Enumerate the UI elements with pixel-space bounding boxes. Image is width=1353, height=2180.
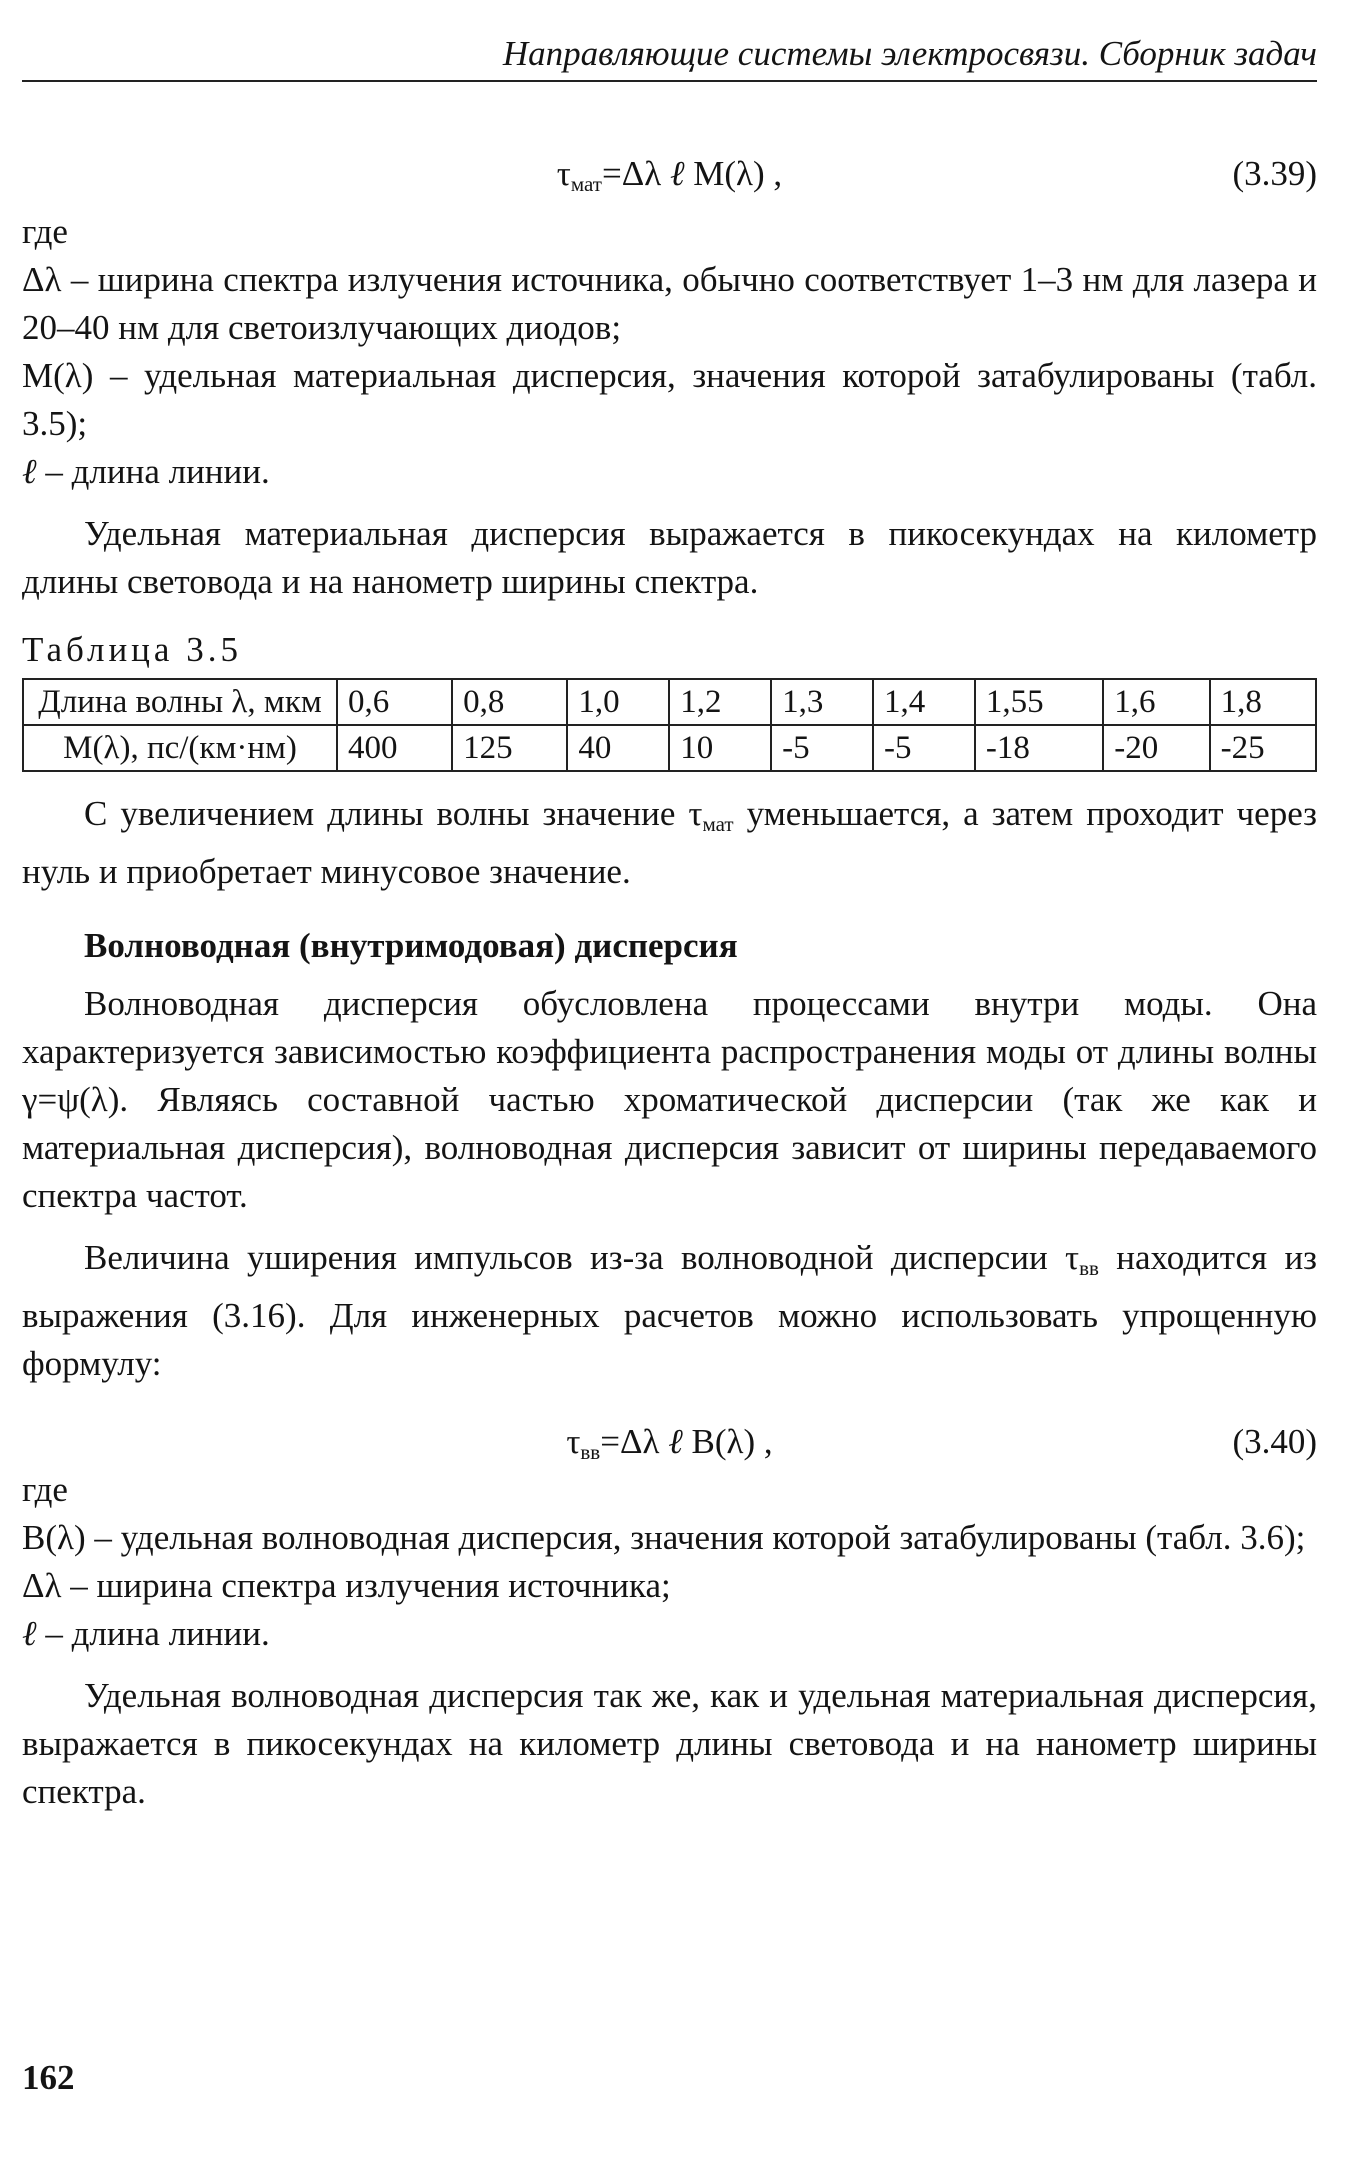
book-page <box>22 0 1317 2180</box>
equation-formula <box>22 1418 1317 1476</box>
equation-formula <box>22 150 1317 208</box>
equation-rhs-start: =Δλ <box>601 154 670 193</box>
table-cell: -5 <box>771 725 873 771</box>
table-row-header: Длина волны λ, мкм <box>23 679 337 725</box>
table-cell: 1,8 <box>1210 679 1316 725</box>
dispersion-table <box>22 678 1317 772</box>
equation-rhs-end: M(λ) , <box>684 154 783 193</box>
table-cell: 1,55 <box>975 679 1103 725</box>
paragraph-text-end: уменьшается, а затем проходит через нуль и приобретает минусовое значение. <box>22 794 1317 891</box>
table-cell: 125 <box>452 725 567 771</box>
paragraph-waveguide-dispersion-units: Удельная волноводная дисперсия так же, как и удельная материальная дисперсия, выражается в пикосекундах на километр длины световода и на нанометр ширины спектра. <box>22 1676 1317 1811</box>
equation-rhs-end: B(λ) , <box>682 1422 773 1461</box>
tau-symbol: τ <box>556 154 571 193</box>
tau-subscript: мат <box>702 812 734 836</box>
paragraph-pulse-broadening <box>22 1234 1317 1388</box>
paragraph-text-start: С увеличением длины волны значение <box>84 794 689 833</box>
definition-m-lambda: M(λ) – удельная материальная дисперсия, значения которой затабулированы (табл. 3.5); <box>22 356 1317 443</box>
equation-number: (3.39) <box>1232 154 1317 193</box>
tau-subscript: мат <box>570 172 602 196</box>
paragraph-text-end: находится из выражения (3.16). Для инженерных расчетов можно использовать упрощенную формулу: <box>22 1238 1318 1383</box>
table-cell: -5 <box>873 725 975 771</box>
table-cell: 40 <box>567 725 669 771</box>
table-cell: 1,3 <box>771 679 873 725</box>
tau-subscript: вв <box>1079 1256 1099 1280</box>
table-cell: 1,2 <box>669 679 771 725</box>
section-heading: Волноводная (внутримодовая) дисперсия <box>84 926 738 965</box>
equation-number: (3.40) <box>1232 1422 1317 1461</box>
table-cell: 1,4 <box>873 679 975 725</box>
tau-subscript: вв <box>580 1440 601 1464</box>
table-cell: 1,6 <box>1103 679 1209 725</box>
table-cell: 0,8 <box>452 679 567 725</box>
table-row-m-lambda <box>23 725 1316 771</box>
where-label: где <box>22 212 68 251</box>
table-row-wavelength <box>23 679 1316 725</box>
page-number: 162 <box>22 2058 75 2097</box>
equation-3-39 <box>22 150 1317 198</box>
tau-symbol: τ <box>688 794 703 833</box>
paragraph-tau-mat-behaviour <box>22 790 1317 896</box>
equation-3-40 <box>22 1418 1317 1466</box>
paragraph-text-start: Величина уширения импульсов из-за волноводной дисперсии <box>84 1238 1066 1277</box>
definition-text: – длина линии. <box>36 452 270 491</box>
table-cell: 400 <box>337 725 452 771</box>
definition-b-lambda: B(λ) – удельная волноводная дисперсия, значения которой затабулированы (табл. 3.6); <box>22 1518 1306 1557</box>
table-cell: 0,6 <box>337 679 452 725</box>
table-cell: 10 <box>669 725 771 771</box>
page-body <box>22 150 1317 1816</box>
header-rule <box>22 80 1317 82</box>
ell-symbol: ℓ <box>668 1422 683 1461</box>
definition-delta-lambda: Δλ – ширина спектра излучения источника; <box>22 1566 671 1605</box>
tau-symbol: τ <box>1065 1238 1080 1277</box>
equation-rhs-start: =Δλ <box>600 1422 669 1461</box>
ell-symbol: ℓ <box>22 452 37 491</box>
ell-symbol: ℓ <box>669 154 685 193</box>
table-caption: Таблица 3.5 <box>22 630 242 669</box>
running-header: Направляющие системы электросвязи. Сборник задач <box>502 34 1317 73</box>
definition-line-length <box>22 1610 1317 1658</box>
table-cell: -18 <box>975 725 1103 771</box>
ell-symbol: ℓ <box>22 1614 37 1653</box>
tau-symbol: τ <box>566 1422 581 1461</box>
paragraph-waveguide-dispersion: Волноводная дисперсия обусловлена процессами внутри моды. Она характеризуется зависимостью коэффициента распространения моды от длины волны γ=ψ(λ). Являясь составной частью хроматической дисперсии (так же как и материальная дисперсия), волноводная дисперсия зависит от ширины передаваемого спектра частот. <box>22 984 1317 1215</box>
paragraph-material-dispersion-units: Удельная материальная дисперсия выражается в пикосекундах на километр длины световода и на нанометр ширины спектра. <box>22 514 1317 601</box>
where-label: где <box>22 1470 68 1509</box>
table-cell: -25 <box>1210 725 1316 771</box>
table-cell: -20 <box>1103 725 1209 771</box>
definition-delta-lambda: Δλ – ширина спектра излучения источника, обычно соответствует 1–3 нм для лазера и 20–40 нм для светоизлучающих диодов; <box>22 260 1317 347</box>
definition-line-length <box>22 448 1317 496</box>
table-row-header: M(λ), пс/(км·нм) <box>23 725 337 771</box>
table-cell: 1,0 <box>567 679 669 725</box>
definition-text: – длина линии. <box>36 1614 270 1653</box>
